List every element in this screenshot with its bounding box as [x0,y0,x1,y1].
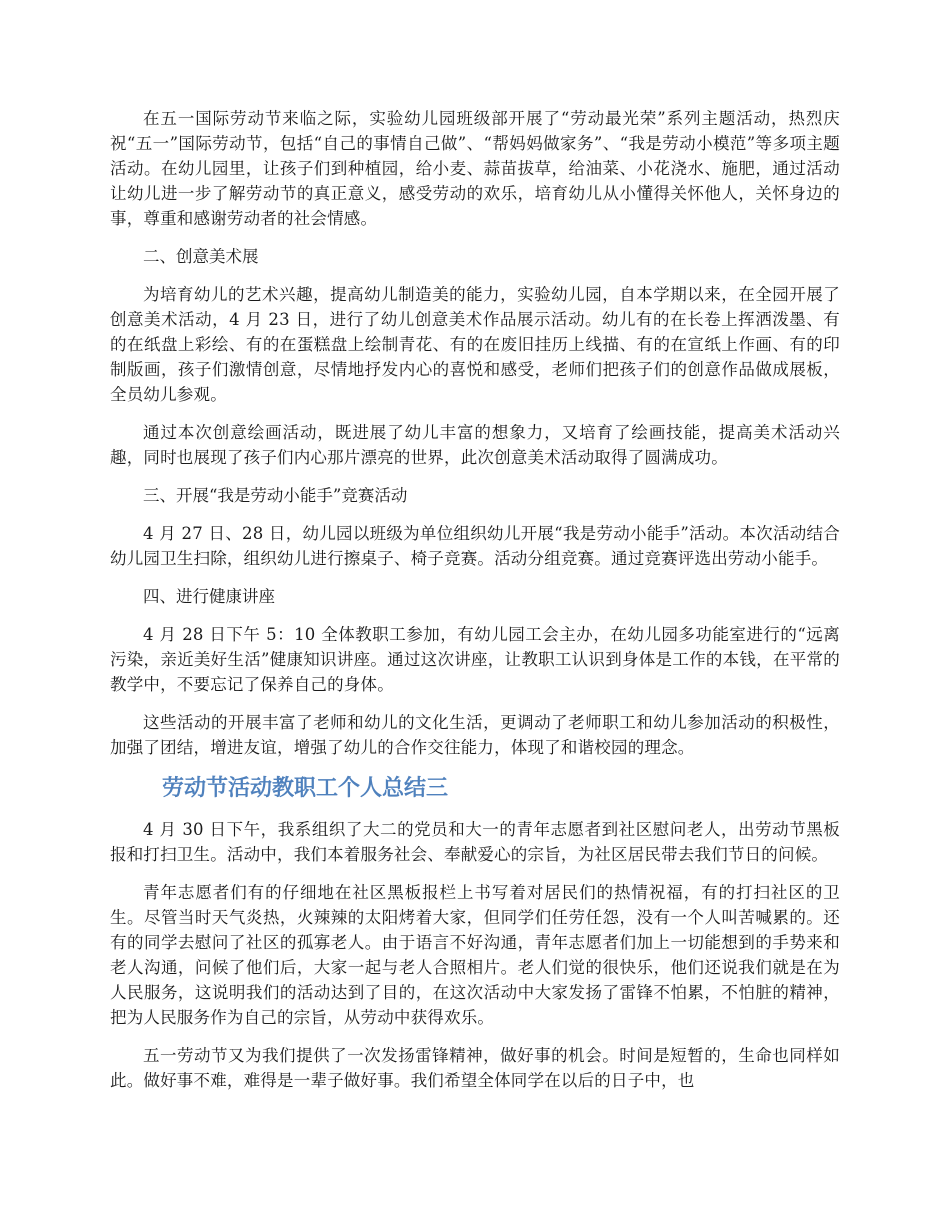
paragraph-volunteer-visit: 4 月 30 日下午，我系组织了大二的党员和大一的青年志愿者到社区慰问老人，出劳动节黑板报和打扫卫生。活动中，我们本着服务社会、奉献爱心的宗旨，为社区居民带去我们节日的问候。 [110,820,840,864]
heading-labor-contest: 三、开展“我是劳动小能手”竞赛活动 [143,486,408,505]
paragraph-volunteer-activities: 青年志愿者们有的仔细地在社区黑板报栏上书写着对居民们的热情祝福，有的打扫社区的卫生。尽管当时天气炎热，火辣辣的太阳烤着大家，但同学们任劳任怨，没有一个人叫苦喊累的。还有的同学去慰问了社区的孤寡老人。由于语言不好沟通，青年志愿者们加上一切能想到的手势来和老人沟通，问候了他们后，大家一起与老人合照相片。老人们觉的很快乐，他们还说我们就是在为人民服务，这说明我们的活动达到了目的，在这次活动中大家发扬了雷锋不怕累，不怕脏的精神，把为人民服务作为自己的宗旨，从劳动中获得欢乐。 [110,883,840,1027]
heading-health-lecture: 四、进行健康讲座 [143,587,275,606]
paragraph-art-result: 通过本次创意绘画活动，既进展了幼儿丰富的想象力，又培育了绘画技能，提高美术活动兴趣，同时也展现了孩子们内心那片漂亮的世界，此次创意美术活动取得了圆满成功。 [110,423,840,467]
section-title: 劳动节活动教职工个人总结三 [162,776,449,801]
paragraph-lei-feng-spirit: 五一劳动节又为我们提供了一次发扬雷锋精神，做好事的机会。时间是短暂的，生命也同样如此。做好事不难，难得是一辈子做好事。我们希望全体同学在以后的日子中，也 [110,1046,840,1090]
paragraph-conclusion: 这些活动的开展丰富了老师和幼儿的文化生活，更调动了老师职工和幼儿参加活动的积极性，加强了团结，增进友谊，增强了幼儿的合作交往能力，体现了和谐校园的理念。 [110,713,840,757]
paragraph-labor-contest: 4 月 27 日、28 日，幼儿园以班级为单位组织幼儿开展“我是劳动小能手”活动。本次活动结合幼儿园卫生扫除，组织幼儿进行擦桌子、椅子竞赛。活动分组竞赛。通过竞赛评选出劳动小能手。 [110,524,840,568]
paragraph-health-lecture: 4 月 28 日下午 5：10 全体教职工参加，有幼儿园工会主办，在幼儿园多功能室进行的“远离污染，亲近美好生活”健康知识讲座。通过这次讲座，让教职工认识到身体是工作的本钱，在平常的教学中，不要忘记了保养自己的身体。 [110,625,840,694]
paragraph-intro: 在五一国际劳动节来临之际，实验幼儿园班级部开展了“劳动最光荣”系列主题活动，热烈庆祝“五一”国际劳动节，包括“自己的事情自己做”、“帮妈妈做家务”、“我是劳动小模范”等多项主题活动。在幼儿园里，让孩子们到种植园，给小麦、蒜苗拔草，给油菜、小花浇水、施肥，通过活动让幼儿进一步了解劳动节的真正意义，感受劳动的欢乐，培育幼儿从小懂得关怀他人，关怀身边的事，尊重和感谢劳动者的社会情感。 [110,109,840,228]
heading-creative-art: 二、创意美术展 [143,247,259,266]
paragraph-art-exhibition: 为培育幼儿的艺术兴趣，提高幼儿制造美的能力，实验幼儿园，自本学期以来，在全园开展了创意美术活动，4 月 23 日，进行了幼儿创意美术作品展示活动。幼儿有的在长卷上挥洒泼墨、有的在纸盘上彩绘、有的在蛋糕盘上绘制青花、有的在废旧挂历上线描、有的在宣纸上作画、有的印制版画，孩子们激情创意，尽情地抒发内心的喜悦和感受，老师们把孩子们的创意作品做成展板，全员幼儿参观。 [110,285,840,404]
